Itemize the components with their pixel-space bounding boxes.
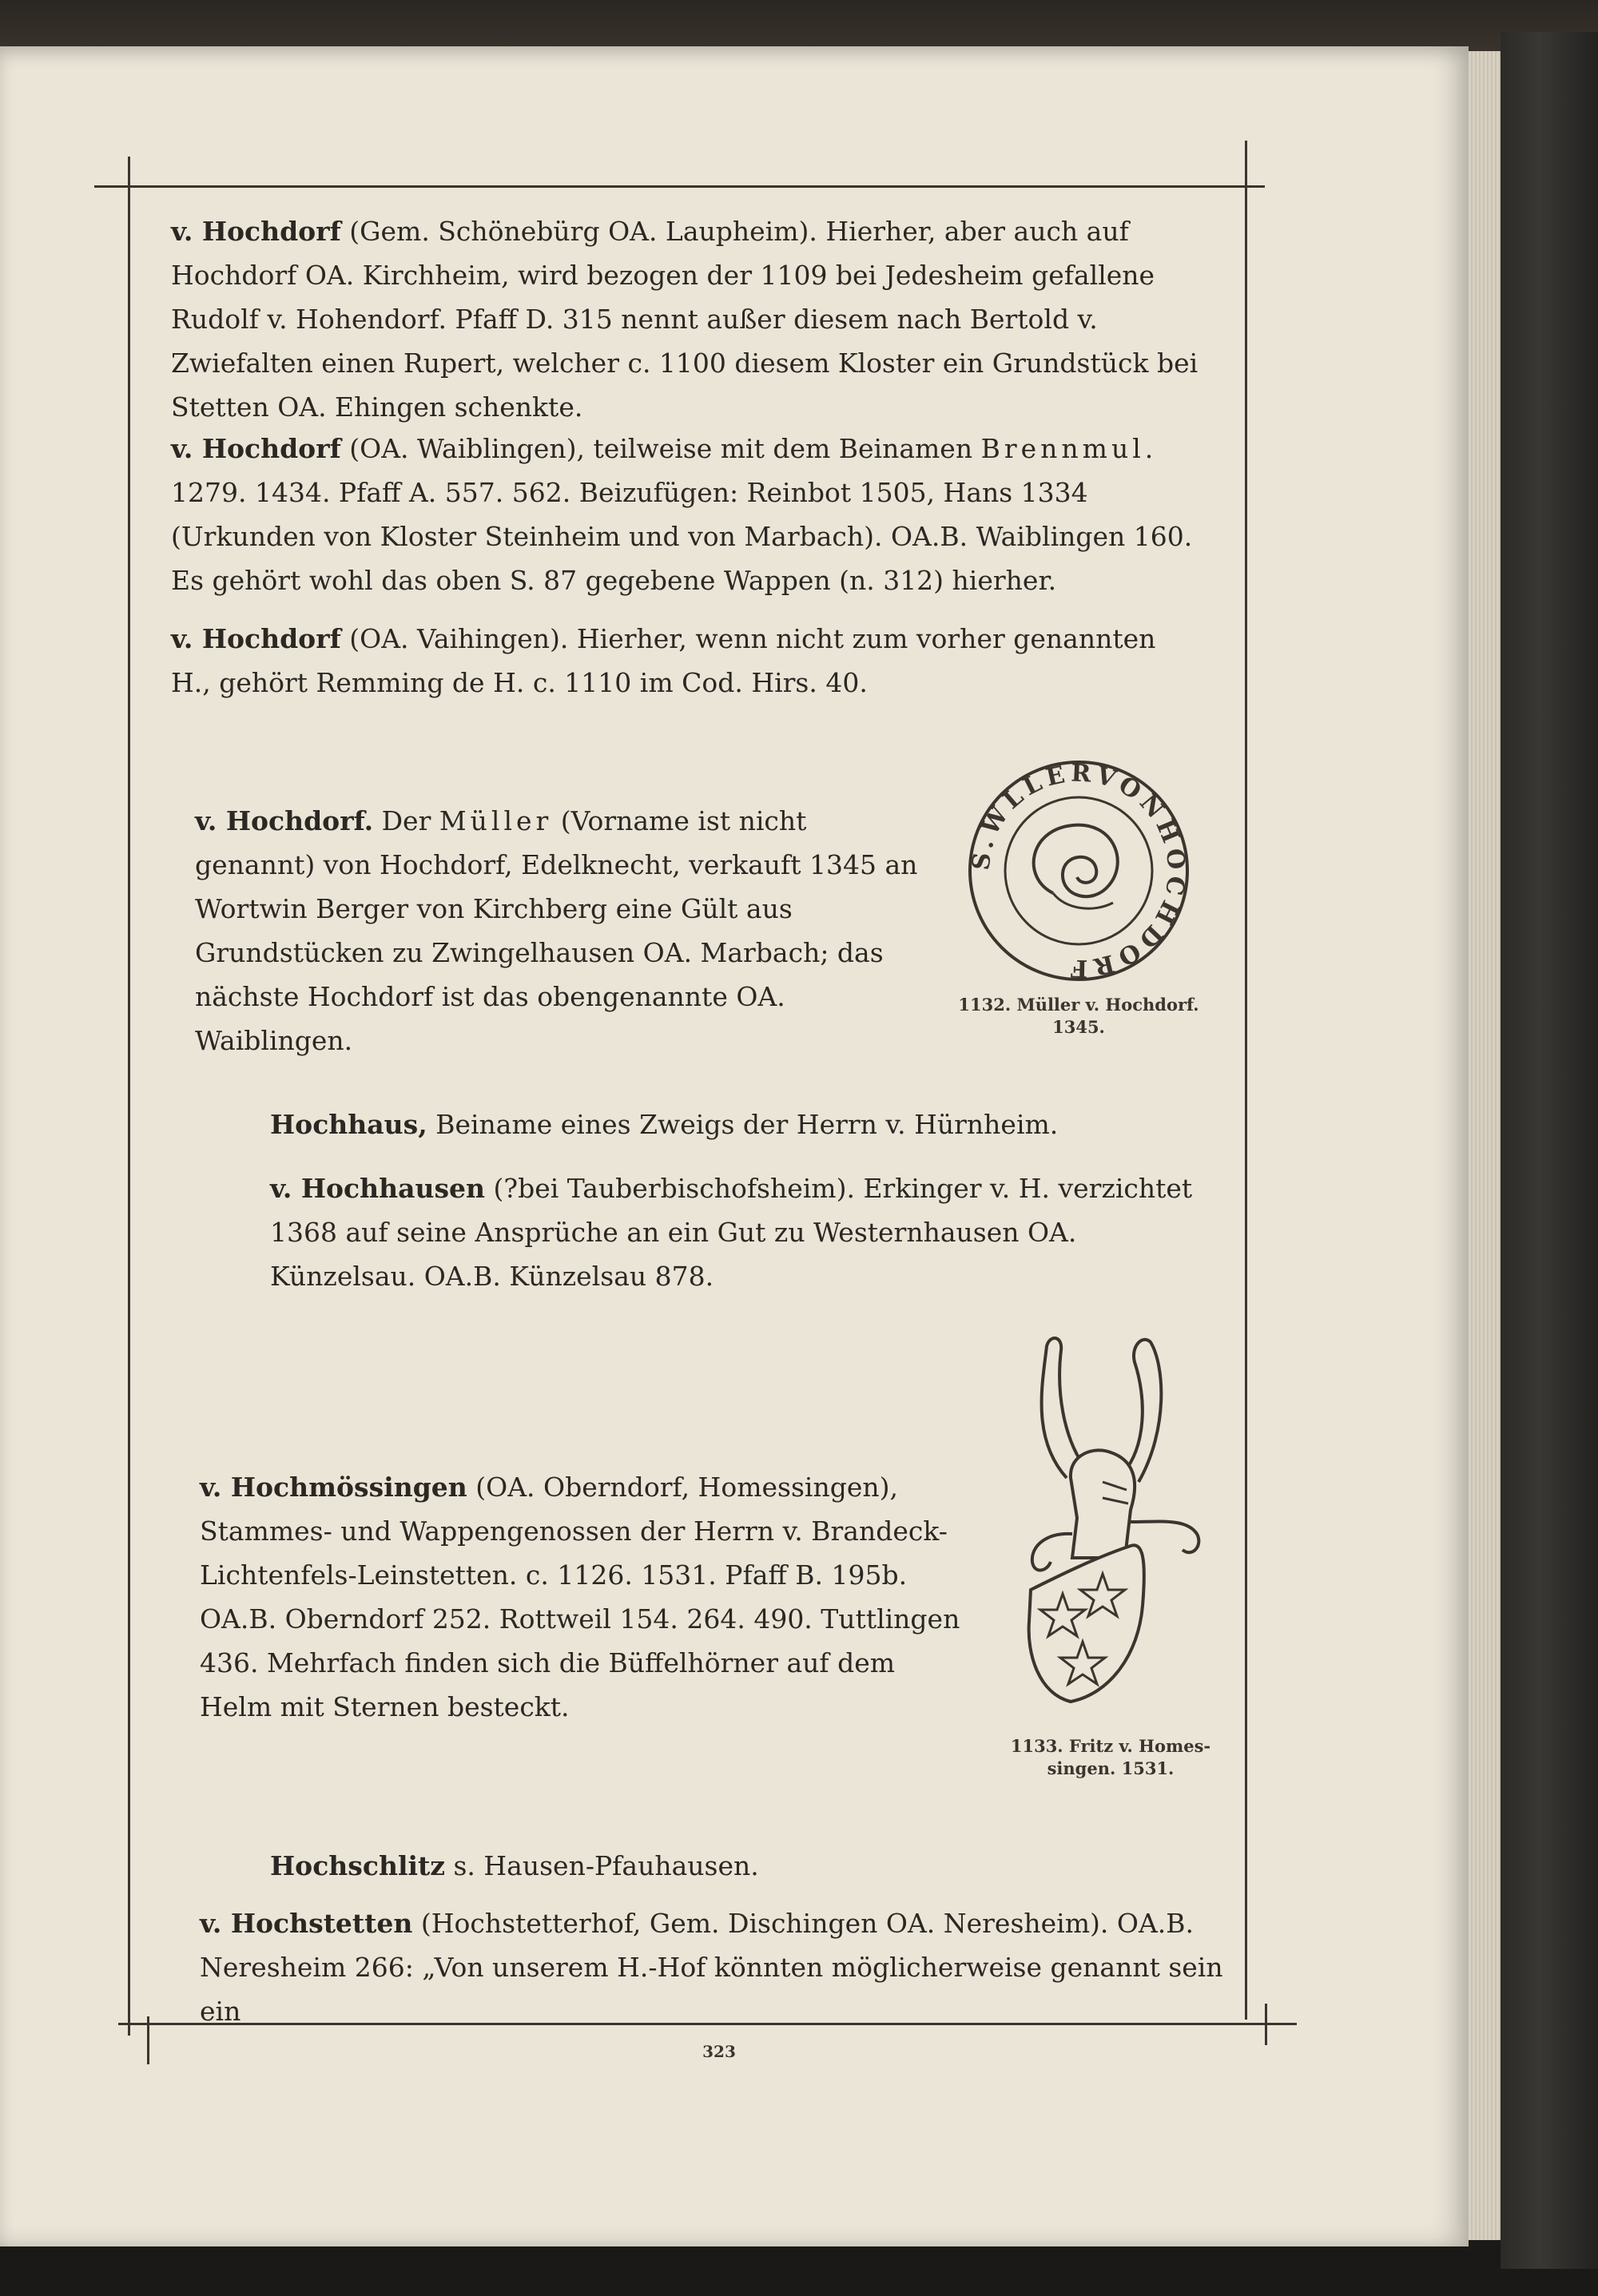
entry-hochdorf-laupheim [171, 209, 1202, 429]
entry-body: (Vorname ist nicht genannt) von Hochdorf, Edelknecht, verkauft 1345 an Wortwin Berger von Kirchberg eine Gült aus Grundstücken zu Zwingelhausen OA. Marbach; das nächste Hochdorf ist das obengenannte OA. Waiblingen. [195, 805, 918, 1056]
buffalo-horn-right-icon [1123, 1340, 1161, 1482]
entry-body: (OA. Waiblingen), teilweise mit dem Beinamen [340, 433, 981, 464]
entry-hochhausen [270, 1166, 1213, 1298]
arms-caption-line1: 1133. Fritz v. Homes- [1010, 1736, 1211, 1756]
entry-spaced-name: Brennmul [980, 433, 1145, 464]
entry-body: s. Hausen-Pfauhausen. [445, 1850, 759, 1881]
entry-body: Beiname eines Zweigs der Herrn v. Hürnheim. [427, 1109, 1059, 1140]
arms-caption-line2: singen. 1531. [1047, 1758, 1175, 1778]
entry-title: v. Hochdorf [171, 623, 341, 654]
entry-title: v. Hochdorf. [195, 805, 374, 836]
frame-top-rule [94, 185, 1265, 188]
frame-bottom-tick-left [147, 2016, 149, 2064]
entry-hochhaus [270, 1102, 1229, 1146]
entry-body: . 1279. 1434. Pfaff A. 557. 562. Beizufügen: Reinbot 1505, Hans 1334 (Urkunden von Kloster Steinheim und von Marbach). OA.B. Waiblingen 160. Es gehört wohl das oben S. 87 gegebene Wappen (n. 312) hierher. [171, 433, 1193, 596]
seal-inner-ring [1005, 797, 1152, 944]
entry-body: (?bei Tauberbischofsheim). Erkinger v. H. verzichtet 1368 auf seine Ansprüche an ein Gut zu Westernhausen OA. Künzelsau. OA.B. Künzelsau 878. [270, 1173, 1193, 1292]
entry-hochmoessingen [200, 1465, 967, 1729]
entry-title: v. Hochstetten [200, 1908, 413, 1939]
book-cover [1501, 32, 1598, 2269]
frame-left-rule [128, 157, 130, 2036]
entry-hochdorf-mueller [195, 799, 930, 1063]
entry-hochdorf-vaihingen [171, 617, 1202, 705]
entry-hochdorf-waiblingen [171, 427, 1202, 602]
entry-title: v. Hochmössingen [200, 1472, 467, 1503]
entry-body: (OA. Oberndorf, Homessingen), Stammes- und Wappengenossen der Herrn v. Brandeck-Lichtenfels-Leinstetten. c. 1126. 1531. Pfaff B. 195b. OA.B. Oberndorf 252. Rottweil 154. 264. 490. Tuttlingen 436. Mehrfach finden sich die Büffelhörner auf dem Helm mit Sternen besteckt. [200, 1472, 960, 1722]
seal-ram-horn-icon [1034, 825, 1118, 897]
seal-caption-line2: 1345. [1052, 1017, 1105, 1037]
entry-body: (Hochstetterhof, Gem. Dischingen OA. Neresheim). OA.B. Neresheim 266: „Von unserem H.-Hof könnten möglicherweise genannt sein ein [200, 1908, 1223, 2027]
seal-figure [965, 757, 1192, 984]
entry-title: v. Hochdorf [171, 433, 341, 464]
seal-legend-path: S.WLLERVONHOCHDORF [967, 759, 1191, 983]
frame-bottom-tick-right [1265, 2004, 1267, 2045]
entry-title: Hochhaus, [270, 1109, 427, 1140]
entry-title: v. Hochhausen [270, 1173, 486, 1204]
page-edges [1469, 51, 1501, 2240]
entry-body: Der [373, 805, 439, 836]
entry-body: (OA. Vaihingen). Hierher, wenn nicht zum vorher genannten H., gehört Remming de H. c. 1110 im Cod. Hirs. 40. [171, 623, 1156, 698]
entry-spaced-name: Müller [439, 805, 553, 836]
entry-body: (Gem. Schönebürg OA. Laupheim). Hierher, aber auch auf Hochdorf OA. Kirchheim, wird bezogen der 1109 bei Jedesheim gefallene Rudolf v. Hohendorf. Pfaff D. 315 nennt außer diesem nach Bertold v. Zwiefalten einen Rupert, welcher c. 1100 diesem Kloster ein Grundstück bei Stetten OA. Ehingen schenkte. [171, 216, 1198, 423]
page-number: 323 [702, 2042, 736, 2061]
entry-title: Hochschlitz [270, 1850, 445, 1881]
frame-right-rule [1245, 141, 1247, 2020]
arms-caption [991, 1735, 1230, 1780]
entry-title: v. Hochdorf [171, 216, 341, 247]
entry-hochschlitz [270, 1844, 1229, 1888]
seal-caption [951, 994, 1206, 1039]
entry-hochstetten [200, 1901, 1230, 2033]
seal-caption-line1: 1132. Müller v. Hochdorf. [958, 995, 1199, 1015]
coat-of-arms-figure [983, 1318, 1222, 1734]
